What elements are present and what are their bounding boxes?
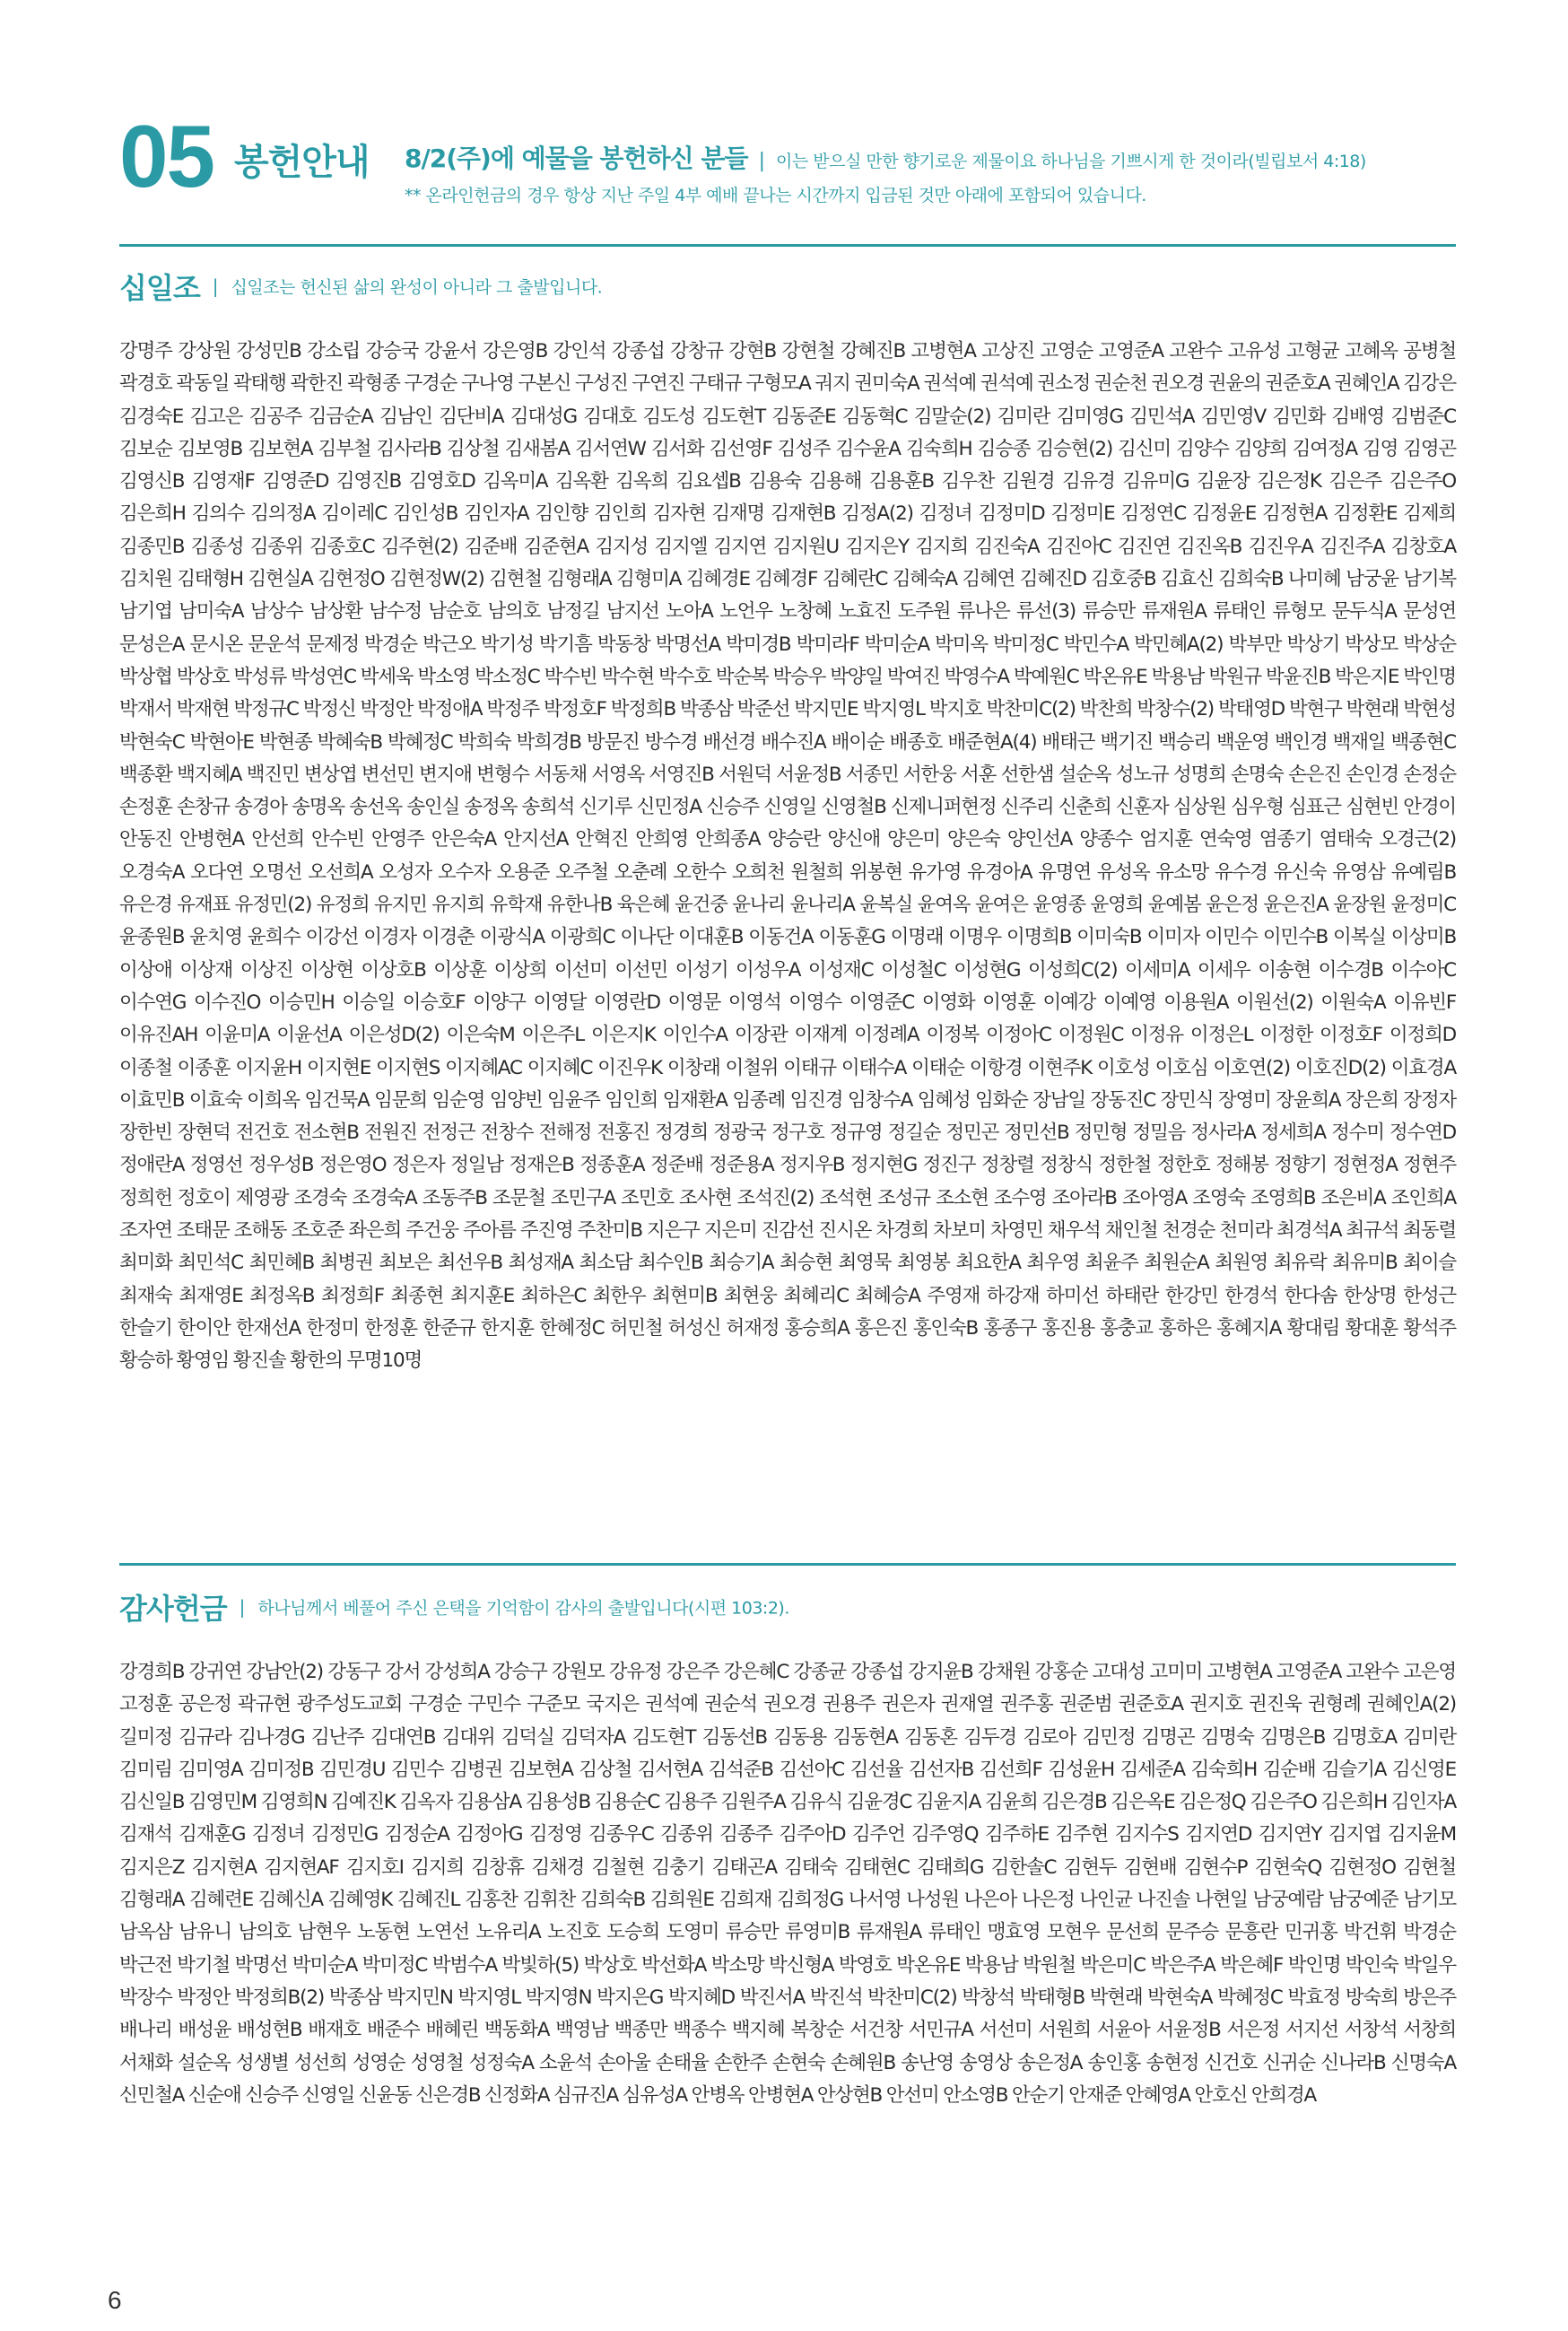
online-offering-note: ** 온라인헌금의 경우 항상 지난 주일 4부 예배 끝나는 시간까지 입금된 것만 아래에 포함되어 있습니다.: [405, 186, 1146, 205]
header-line: [405, 139, 1463, 175]
tithe-heading: [119, 266, 1456, 310]
page-number: 6: [108, 2286, 122, 2314]
thanksgiving-description: 하나님께서 베풀어 주신 은택을 기억함이 감사의 출발입니다(시편 103:2).: [257, 1598, 789, 1619]
tithe-title: 십일조: [119, 271, 200, 305]
header-divider: [119, 244, 1456, 247]
tithe-separator: |: [212, 275, 219, 297]
scripture-quote: 이는 받으실 만한 향기로운 제물이요 하나님을 기쁘시게 한 것이라(빌립보서 4:18): [775, 152, 1366, 171]
service-date: 8/2(주)에 예물을 봉헌하신 분들: [405, 144, 748, 173]
section-number: 05: [119, 107, 214, 205]
header-separator: |: [758, 150, 765, 172]
thanksgiving-title: 감사헌금: [119, 1592, 227, 1626]
tithe-section: [119, 266, 1456, 1378]
thanksgiving-names: 강경희B 강귀연 강남안(2) 강동구 강서 강성희A 강승구 강원모 강유정 강은주 강은혜C 강종균 강종섭 강지윤B 강채원 강홍순 고대성 고미미 고병현A 고영준A 고완수 고은영 고정훈 공은정 곽규현 광주성도교회 구경순 구민수 구준모 국지은 권석예 권순석 권오경 권용주 권은자 권재열 권주홍 권준범 권준호A 권지호 권진욱 권형례 권혜인A(2) 길미정 김규라 김나경G 김난주 김대연B 김대위 김덕실 김덕자A 김도현T 김동선B 김동용 김동현A 김동혼 김두경 김로아 김민정 김명곤 김명숙 김명은B 김명호A 김미란 김미림 김미영A 김미정B 김민경U 김민수 김병권 김보현A 김상철 김서현A 김석준B 김선아C 김선율 김선자B 김선희F 김성윤H 김세준A 김숙희H 김순배 김슬기A 김신영E 김신일B 김영민M 김영희N 김예진K 김옥자 김용삼A 김용성B 김용순C 김용주 김원주A 김유식 김윤경C 김윤지A 김윤희 김은경B 김은옥E 김은정Q 김은주O 김은희H 김인자A 김재석 김재훈G 김정녀 김정민G 김정순A 김정아G 김정영 김종우C 김종위 김종주 김주아D 김주언 김주영Q 김주하E 김주현 김지수S 김지연D 김지연Y 김지엽 김지윤M 김지은Z 김지현A 김지현AF 김지호I 김지희 김창휴 김채경 김철현 김충기 김태곤A 김태숙 김태현C 김태희G 김한솔C 김현두 김현배 김현수P 김현숙Q 김현정O 김현철 김형래A 김혜련E 김혜신A 김혜영K 김혜진L 김홍찬 김휘찬 김희숙B 김희원E 김희재 김희정G 나서영 나성원 나은아 나은정 나인균 나진솔 나현일 남궁예람 남궁예준 남기모 남옥삼 남유니 남의호 남현우 노동현 노연선 노유리A 노진호 도승희 도영미 류승만 류영미B 류재원A 류태인 맹효영 모현우 문선희 문주승 문흥란 민귀홍 박건휘 박경순 박근전 박기철 박명선 박미순A 박미정C 박범수A 박빛하(5) 박상호 박선화A 박소망 박신형A 박영호 박온유E 박용남 박원철 박은미C 박은주A 박은혜F 박인명 박인숙 박일우 박장수 박정안 박정희B(2) 박종삼 박지민N 박지영L 박지영N 박지은G 박지혜D 박진서A 박진석 박찬미C(2) 박창석 박태형B 박현래 박현숙A 박혜정C 박효정 방숙희 방은주 배나리 배성윤 배성현B 배재호 배준수 배혜린 백동화A 백영남 백종만 백종수 백지혜 복창순 서건창 서민규A 서선미 서원희 서윤아 서윤정B 서은정 서지선 서창석 서창희 서채화 설순옥 성생별 성선희 성영순 성영철 성정숙A 소윤석 손아울 손태율 손한주 손현숙 손혜원B 송난영 송영상 송은정A 송인홍 송현정 신건호 신귀순 신나라B 신명숙A 신민철A 신순애 신승주 신영일 신윤동 신은경B 신정화A 심규진A 심유성A 안병옥 안병현A 안상현B 안선미 안소영B 안순기 안재준 안혜영A 안호신 안희경A: [119, 1661, 1457, 2107]
section-title: 봉헌안내: [234, 142, 370, 183]
tithe-description: 십일조는 헌신된 삶의 완성이 아니라 그 출발입니다.: [231, 277, 603, 298]
header-info: [405, 139, 1463, 206]
page-header: [119, 107, 1456, 211]
section-divider: [119, 1563, 1456, 1566]
thanksgiving-heading: [119, 1586, 1456, 1631]
thanksgiving-separator: |: [239, 1596, 246, 1618]
thanksgiving-section: [119, 1586, 1456, 2112]
tithe-names: 강명주 강상원 강성민B 강소립 강승국 강윤서 강은영B 강인석 강종섭 강창규 강현B 강현철 강혜진B 고병현A 고상진 고영순 고영준A 고완수 고유성 고형균 고혜옥 공병철 곽경호 곽동일 곽태행 곽한진 곽형종 구경순 구나영 구본신 구성진 구연진 구태규 구형모A 궈지 권미숙A 권석예 권석예 권소정 권순천 권오경 권윤의 권준호A 권혜인A 김강은 김경숙E 김고은 김공주 김금순A 김남인 김단비A 김대성G 김대호 김도성 김도현T 김동준E 김동혁C 김말순(2) 김미란 김미영G 김민석A 김민영V 김민화 김배영 김범준C 김보순 김보영B 김보현A 김부철 김사라B 김상철 김새봄A 김서연W 김서화 김선영F 김성주 김수윤A 김숙희H 김승종 김승현(2) 김신미 김양수 김양희 김여정A 김영 김영곤 김영신B 김영재F 김영준D 김영진B 김영호D 김옥미A 김옥환 김옥희 김요셉B 김용숙 김용해 김용훈B 김우찬 김원경 김유경 김유미G 김윤장 김은정K 김은주 김은주O 김은희H 김의수 김의정A 김이레C 김인성B 김인자A 김인향 김인희 김자현 김재명 김재현B 김정A(2) 김정녀 김정미D 김정미E 김정연C 김정윤E 김정현A 김정환E 김제희 김종민B 김종성 김종위 김종호C 김주현(2) 김준배 김준현A 김지성 김지엘 김지연 김지원U 김지은Y 김지희 김진숙A 김진아C 김진연 김진옥B 김진우A 김진주A 김창호A 김치원 김태형H 김현실A 김현정O 김현정W(2) 김현철 김형래A 김형미A 김혜경E 김혜경F 김혜란C 김혜숙A 김혜연 김혜진D 김호중B 김효신 김희숙B 나미혜 남궁윤 남기복 남기엽 남미숙A 남상수 남상환 남수정 남순호 남의호 남정길 남지선 노아A 노언우 노창혜 노효진 도주원 류나은 류선(3) 류승만 류재원A 류태인 류형모 문두식A 문성연 문성은A 문시온 문운석 문제정 박경순 박근오 박기성 박기흠 박동창 박명선A 박미경B 박미라F 박미순A 박미옥 박미정C 박민수A 박민혜A(2) 박부만 박상기 박상모 박상순 박상협 박상호 박성류 박성연C 박세욱 박소영 박소정C 박수빈 박수현 박수호 박순복 박승우 박양일 박여진 박영수A 박예원C 박온유E 박용남 박원규 박윤진B 박은지E 박인명 박재서 박재현 박정규C 박정신 박정안 박정애A 박정주 박정호F 박정희B 박종삼 박준선 박지민E 박지영L 박지호 박찬미C(2) 박찬희 박창수(2) 박태영D 박현구 박현래 박현성 박현숙C 박현아E 박현종 박혜숙B 박혜정C 박희숙 박희경B 방문진 방수경 배선경 배수진A 배이순 배종호 배준현A(4) 배태근 백기진 백승리 백운영 백인경 백재일 백종현C 백종환 백지혜A 백진민 변상엽 변선민 변지애 변형수 서동채 서영옥 서영진B 서원덕 서윤정B 서종민 서한웅 서훈 선한샘 설순옥 성노규 성명희 손명숙 손은진 손인경 손정순 손정훈 손창규 송경아 송명옥 송선옥 송인실 송정옥 송희석 신기루 신민정A 신승주 신영일 신영철B 신제니퍼현정 신주리 신춘희 신훈자 심상원 심우형 심표근 심현빈 안경이 안동진 안병현A 안선희 안수빈 안영주 안은숙A 안지선A 안혁진 안희영 안희종A 양승란 양신애 양은미 양은숙 양인선A 양종수 엄지훈 연숙영 염종기 염태숙 오경근(2) 오경숙A 오다연 오명선 오선희A 오성자 오수자 오용준 오주철 오춘례 오한수 오희천 원철희 위봉현 유가영 유경아A 유명연 유성옥 유소망 유수경 유신숙 유영삼 유예림B 유은경 유재표 유정민(2) 유정희 유지민 유지희 유학재 유한나B 육은혜 윤건중 윤나리 윤나리A 윤복실 윤여옥 윤여은 윤영종 윤영희 윤예봄 윤은정 윤은진A 윤장원 윤정미C 윤종원B 윤치영 윤희수 이강선 이경자 이경춘 이광식A 이광희C 이나단 이대훈B 이동건A 이동훈G 이명래 이명우 이명희B 이미숙B 이미자 이민수 이민수B 이복실 이상미B 이상애 이상재 이상진 이상현 이상호B 이상훈 이상희 이선미 이선민 이성기 이성우A 이성재C 이성철C 이성현G 이성희C(2) 이세미A 이세우 이송현 이수경B 이수아C 이수연G 이수진O 이승민H 이승일 이승호F 이양구 이영달 이영란D 이영문 이영석 이영수 이영준C 이영화 이영훈 이예강 이예영 이용원A 이원선(2) 이원숙A 이유빈F 이유진AH 이윤미A 이윤선A 이은성D(2) 이은숙M 이은주L 이은지K 이인수A 이장관 이재계 이정례A 이정복 이정아C 이정원C 이정유 이정은L 이정한 이정호F 이정희D 이종철 이종훈 이지윤H 이지현E 이지현S 이지혜AC 이지혜C 이진우K 이창래 이철위 이태규 이태수A 이태순 이항경 이현주K 이호성 이호심 이호연(2) 이호진D(2) 이효경A 이효민B 이효숙 이희옥 임건묵A 임문희 임순영 임양빈 임윤주 임인희 임재환A 임종례 임진경 임창수A 임혜성 임화순 장남일 장동진C 장민식 장영미 장윤희A 장은희 장정자 장한빈 장현덕 전건호 전소현B 전원진 전정근 전창수 전해정 전홍진 정경희 정광국 정구호 정규영 정길순 정민곤 정민선B 정민형 정밀음 정사라A 정세희A 정수미 정수연D 정애란A 정영선 정우성B 정은영O 정은자 정일남 정재은B 정종훈A 정준배 정준용A 정지우B 정지현G 정진구 정창렬 정창식 정한철 정한호 정해봉 정향기 정현정A 정현주 정희헌 정호이 제영광 조경숙 조경숙A 조동주B 조문철 조민구A 조민호 조사현 조석진(2) 조석현 조성규 조소현 조수영 조아라B 조아영A 조영숙 조영희B 조은비A 조인희A 조자연 조태문 조해동 조호준 좌은희 주건웅 주아름 주진영 주찬미B 지은구 지은미 진감선 진시온 차경희 차보미 차영민 채우석 채인철 천경순 천미라 최경석A 최규석 최동렬 최미화 최민석C 최민혜B 최병권 최보은 최선우B 최성재A 최소담 최수인B 최승기A 최승현 최영묵 최영봉 최요한A 최우영 최윤주 최원순A 최원영 최유락 최유미B 최이슬 최재숙 최재영E 최정옥B 최정희F 최종현 최지훈E 최하은C 최한우 최현미B 최현웅 최혜리C 최혜승A 주영재 하강재 하미선 하태란 한강민 한경석 한다솜 한상명 한성근 한슬기 한이안 한재선A 한정미 한정훈 한준규 한지훈 한혜정C 허민철 허성신 허재정 홍승희A 홍은진 홍인숙B 홍종구 홍진용 홍충교 홍하은 홍혜지A 황대림 황대훈 황석주 황승하 황영임 황진솔 황한의 무명10명: [119, 340, 1456, 1373]
